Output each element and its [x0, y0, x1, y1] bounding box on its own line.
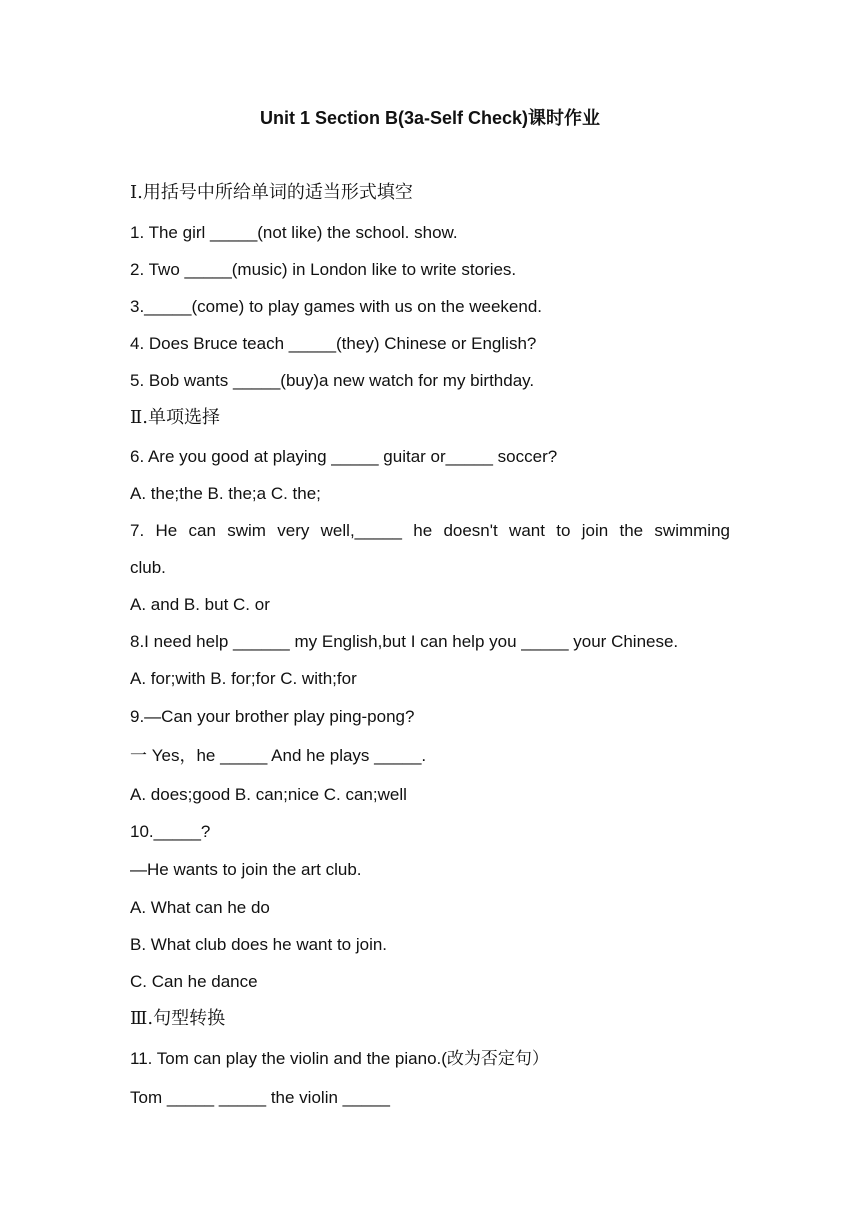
- question-4: 4. Does Bruce teach _____(they) Chinese or English?: [130, 334, 537, 353]
- question-7-line-1: 7. He can swim very well,_____ he doesn't want to join the swimming: [130, 521, 730, 540]
- question-9-options: A. does;good B. can;nice C. can;well: [130, 785, 407, 804]
- question-3: 3._____(come) to play games with us on the weekend.: [130, 297, 543, 316]
- question-5: 5. Bob wants _____(buy)a new watch for my birthday.: [130, 371, 535, 390]
- question-10-option-b: B. What club does he want to join.: [130, 935, 388, 954]
- question-6-options: A. the;the B. the;a C. the;: [130, 484, 321, 503]
- section-2-heading: Ⅱ.单项选择: [130, 407, 220, 428]
- question-11: 11. Tom can play the violin and the piano.(改为否定句）: [130, 1049, 549, 1068]
- question-10-line-1: 10._____?: [130, 822, 211, 841]
- question-7-options: A. and B. but C. or: [130, 595, 270, 614]
- question-9-line-1: 9.—Can your brother play ping-pong?: [130, 707, 415, 726]
- question-2: 2. Two _____(music) in London like to write stories.: [130, 260, 517, 279]
- question-10-option-a: A. What can he do: [130, 898, 270, 917]
- question-10-line-2: —He wants to join the art club.: [130, 860, 362, 879]
- question-6: 6. Are you good at playing _____ guitar or_____ soccer?: [130, 447, 558, 466]
- question-8: 8.I need help ______ my English,but I can help you _____ your Chinese.: [130, 632, 679, 651]
- question-8-options: A. for;with B. for;for C. with;for: [130, 669, 357, 688]
- question-9-line-2: 一 Yes，he _____ And he plays _____.: [130, 746, 427, 765]
- question-10-option-c: C. Can he dance: [130, 972, 258, 991]
- question-7-line-2: club.: [130, 558, 166, 577]
- section-1-heading: Ⅰ.用括号中所给单词的适当形式填空: [130, 182, 413, 203]
- question-11-answer-line: Tom _____ _____ the violin _____: [130, 1088, 390, 1107]
- document-title: Unit 1 Section B(3a-Self Check)课时作业: [259, 108, 601, 128]
- section-3-heading: Ⅲ.句型转换: [130, 1008, 226, 1029]
- question-1: 1. The girl _____(not like) the school. show.: [130, 223, 458, 242]
